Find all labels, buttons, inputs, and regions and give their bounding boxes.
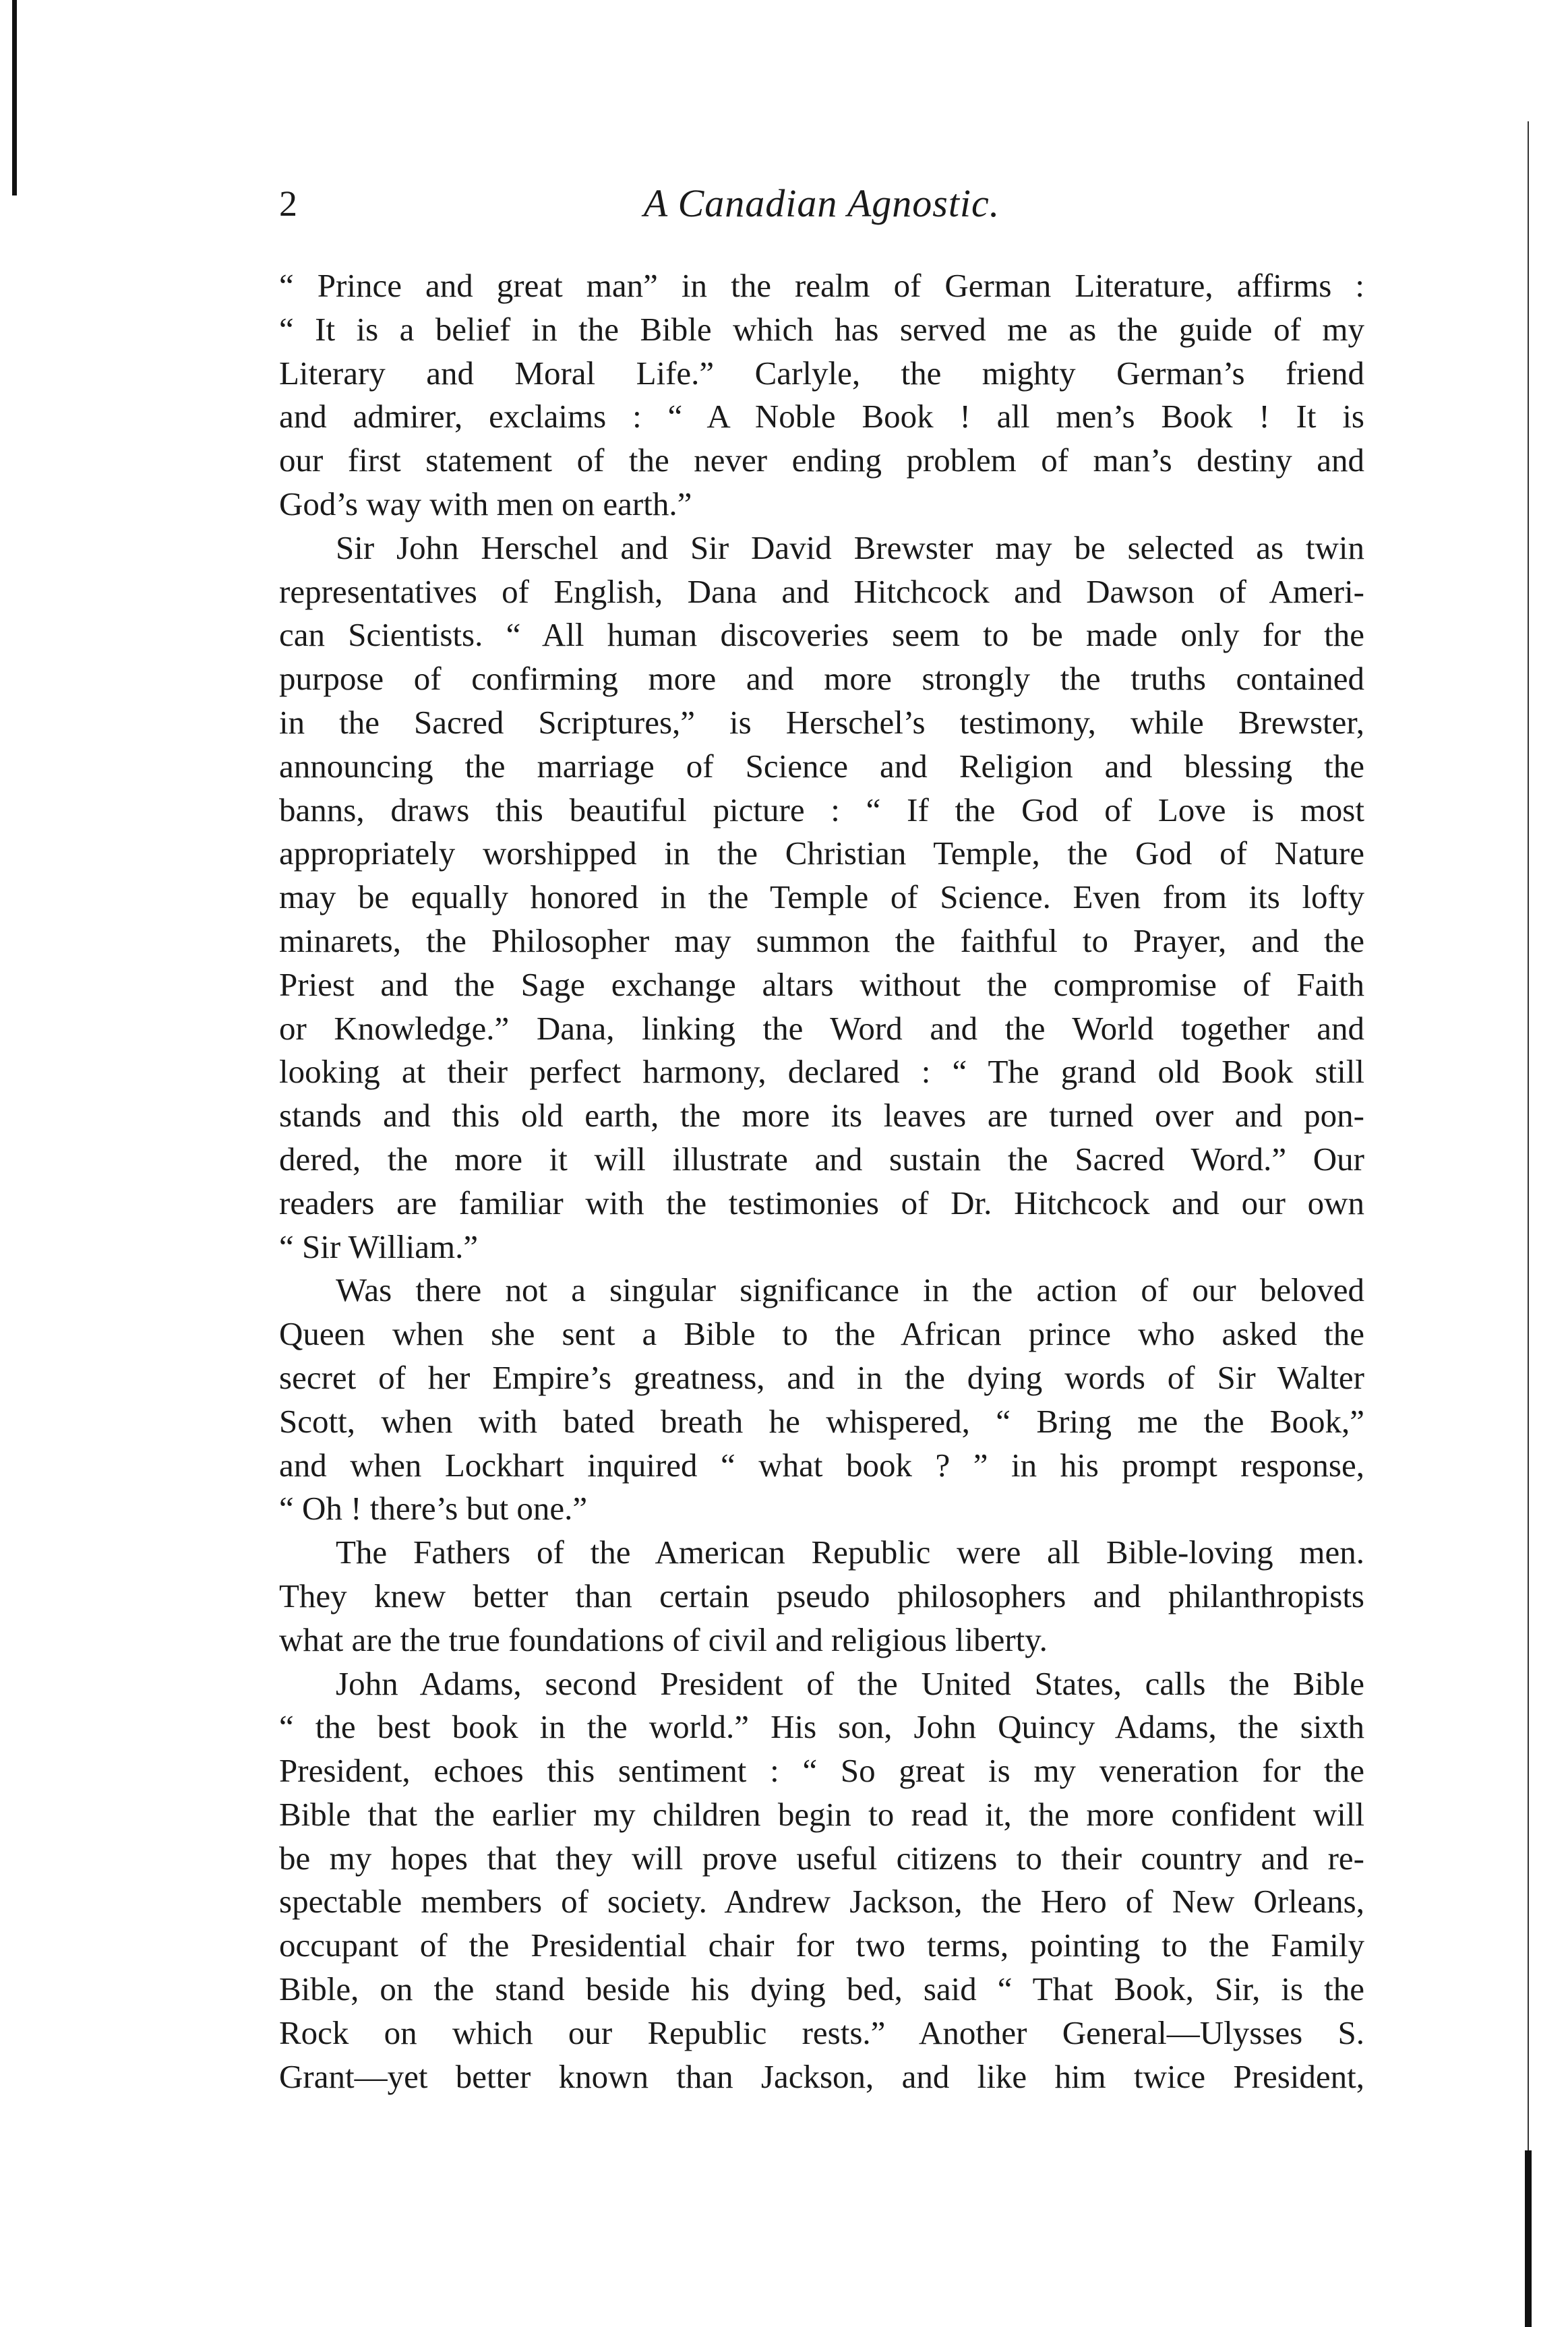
text-line: Bible, on the stand beside his dying bed, said “ That Book, Sir, is the [279,1970,1364,2008]
scan-edge-mark-right [1528,121,1529,2184]
text-line: “ Prince and great man” in the realm of German Literature, affirms : [279,267,1364,304]
text-line: Bible that the earlier my children begin to read it, the more confident will [279,1795,1364,1833]
body-text [279,264,1364,2098]
text-line: Queen when she sent a Bible to the African prince who asked the [279,1315,1364,1353]
text-line: may be equally honored in the Temple of Science. Even from its lofty [279,878,1364,916]
text-line: Literary and Moral Life.” Carlyle, the mighty German’s friend [279,354,1364,392]
text-line: our first statement of the never ending problem of man’s destiny and [279,442,1364,479]
text-line: minarets, the Philosopher may summon the faithful to Prayer, and the [279,921,1364,959]
text-line: “ the best book in the world.” His son, John Quincy Adams, the sixth [279,1708,1364,1746]
scan-edge-mark-left [12,0,17,195]
text-line: Rock on which our Republic rests.” Another General—Ulysses S. [279,2014,1364,2051]
text-line: They knew better than certain pseudo philosophers and philanthropists [279,1577,1364,1614]
text-line: “ Sir William.” [279,1228,479,1265]
text-line: in the Sacred Scriptures,” is Herschel’s testimony, while Brewster, [279,703,1364,741]
text-line: dered, the more it will illustrate and sustain the Sacred Word.” Our [279,1140,1364,1178]
text-line: or Knowledge.” Dana, linking the Word and the World together and [279,1009,1364,1047]
scan-edge-mark-right-bottom [1525,2150,1532,2327]
text-line: be my hopes that they will prove useful citizens to their country and re- [279,1839,1364,1877]
text-line: readers are familiar with the testimonies of Dr. Hitchcock and our own [279,1184,1364,1221]
page-number: 2 [279,183,297,224]
text-line: occupant of the Presidential chair for two terms, pointing to the Family [279,1927,1364,1964]
text-line: and admirer, exclaims : “ A Noble Book ! all men’s Book ! It is [279,398,1364,435]
running-head-title: A Canadian Agnostic. [643,181,1000,225]
text-line: announcing the marriage of Science and Religion and blessing the [279,747,1364,785]
paragraph-first-line: The Fathers of the American Republic were all Bible-loving men. [336,1534,1364,1571]
text-line: looking at their perfect harmony, declared : “ The grand old Book still [279,1053,1364,1091]
text-line: representatives of English, Dana and Hitchcock and Dawson of Ameri- [279,572,1364,610]
text-line: stands and this old earth, the more its leaves are turned over and pon- [279,1097,1364,1135]
paragraph-first-line: John Adams, second President of the United States, calls the Bible [336,1664,1364,1702]
text-line: “ Oh ! there’s but one.” [279,1490,588,1528]
running-head [279,177,1364,231]
text-line: spectable members of society. Andrew Jackson, the Hero of New Orleans, [279,1883,1364,1921]
paragraph-first-line: Sir John Herschel and Sir David Brewster may be selected as twin [336,528,1364,566]
text-line: Grant—yet better known than Jackson, and like him twice President, [279,2057,1364,2095]
text-line: Priest and the Sage exchange altars without the compromise of Faith [279,965,1364,1003]
text-line: can Scientists. “ All human discoveries seem to be made only for the [279,616,1364,654]
text-line: purpose of confirming more and more strongly the truths contained [279,660,1364,698]
text-line: President, echoes this sentiment : “ So great is my veneration for the [279,1752,1364,1790]
text-line: secret of her Empire’s greatness, and in the dying words of Sir Walter [279,1358,1364,1396]
text-line: appropriately worshipped in the Christian Temple, the God of Nature [279,835,1364,872]
text-line: banns, draws this beautiful picture : “ If the God of Love is most [279,791,1364,828]
text-line: God’s way with men on earth.” [279,485,692,522]
paragraph-first-line: Was there not a singular significance in the action of our beloved [336,1271,1364,1309]
text-line: Scott, when with bated breath he whispered, “ Bring me the Book,” [279,1402,1364,1440]
text-line: what are the true foundations of civil and religious liberty. [279,1621,1048,1658]
text-line: “ It is a belief in the Bible which has served me as the guide of my [279,310,1364,348]
text-line: and when Lockhart inquired “ what book ? ” in his prompt response, [279,1446,1364,1484]
